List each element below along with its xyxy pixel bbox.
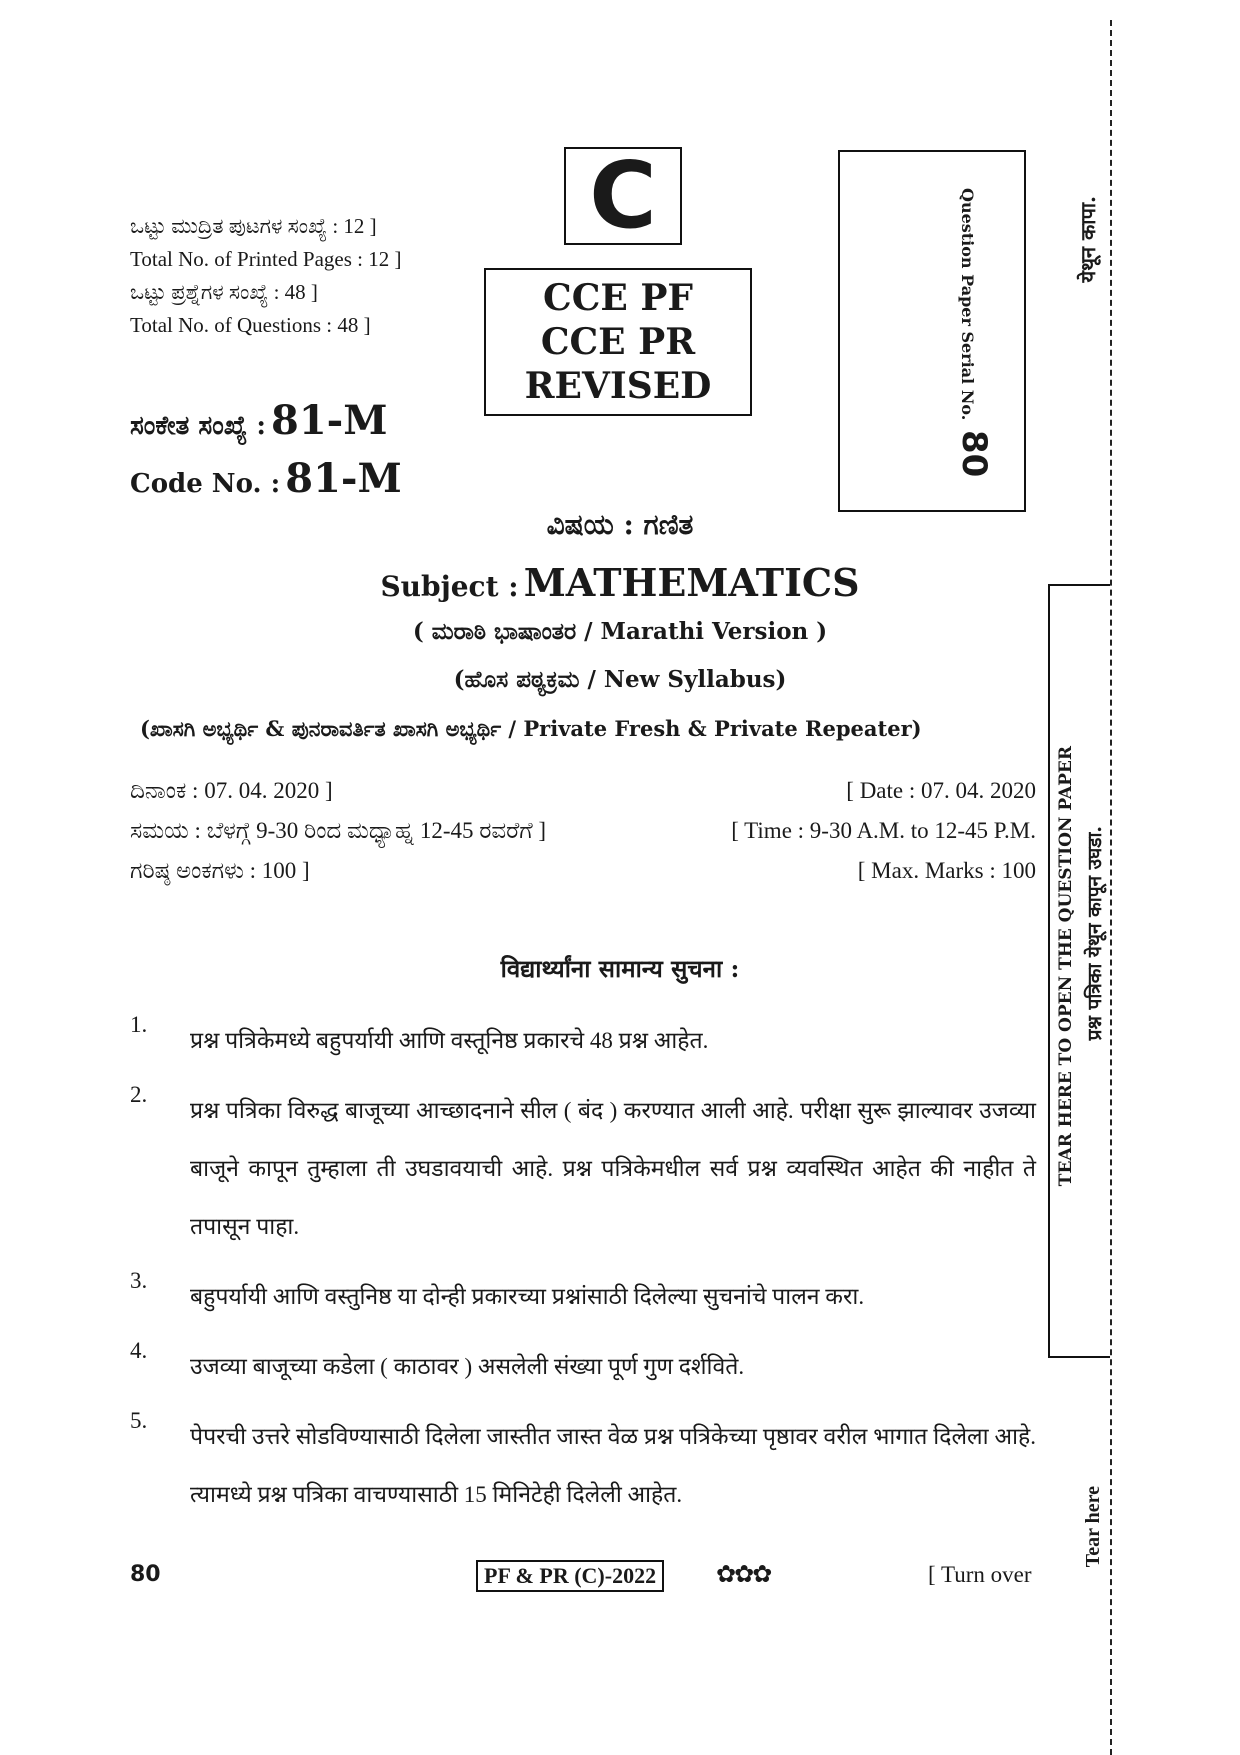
serial-value: 80 [954, 430, 994, 478]
instruction-item [130, 1408, 1036, 1524]
en-date: [ Date : 07. 04. 2020 [846, 778, 1036, 803]
instruction-text: पेपरची उत्तरे सोडविण्यासाठी दिलेला जास्तीत जास्त वेळ प्रश्न पत्रिकेच्या पृष्ठावर वरील भागात दिलेला आहे. त्यामध्ये प्रश्न पत्रिका वाचण्यासाठी 15 मिनिटेही दिलेली आहेत. [190, 1424, 1036, 1507]
tear-english-text: TEAR HERE TO OPEN THE QUESTION PAPER [1056, 746, 1076, 1187]
header-left [130, 210, 402, 342]
time-row [130, 818, 1036, 844]
exam-type-line-3: REVISED [524, 365, 712, 407]
subject-label: Subject : [380, 570, 519, 603]
instruction-number: 2. [130, 1082, 148, 1107]
en-code-label: Code No. : [130, 469, 281, 499]
instruction-text: प्रश्न पत्रिका विरुद्ध बाजूच्या आच्छादनाने सील ( बंद ) करण्यात आली आहे. परीक्षा सुरू झाल्यावर उजव्या बाजूने कापून तुम्हाला ती उघडावयाची आहे. प्रश्न पत्रिकेमधील सर्व प्रश्न व्यवस्थित आहेत की नाहीत ते तपासून पाहा. [190, 1098, 1036, 1239]
serial-label: Question Paper Serial No. [958, 188, 977, 421]
instruction-item [130, 1082, 1036, 1256]
tear-instruction-box [1048, 584, 1110, 1358]
en-code-value: 81-M [285, 455, 402, 502]
instruction-number: 4. [130, 1338, 148, 1363]
footer-turn-over: [ Turn over [928, 1562, 1032, 1587]
instruction-item [130, 1012, 1036, 1070]
instruction-number: 5. [130, 1408, 148, 1433]
kn-code-label: ಸಂಕೇತ ಸಂಖ್ಯೆ : [130, 411, 266, 441]
candidates-line: (ಖಾಸಗಿ ಅಭ್ಯರ್ಥಿ & ಪುನರಾವರ್ತಿತ ಖಾಸಗಿ ಅಭ್ಯರ್ಥಿ / Private Fresh & Private Repeater) [140, 716, 922, 741]
kn-time: ಸಮಯ : ಬೆಳಗ್ಗೆ 9-30 ರಿಂದ ಮಧ್ಯಾಹ್ನ 12-45 ರವರೆಗೆ ] [130, 818, 547, 843]
instruction-item [130, 1268, 1036, 1326]
kn-total-pages: ಒಟ್ಟು ಮುದ್ರಿತ ಪುಟಗಳ ಸಂಖ್ಯೆ : 12 ] [130, 214, 377, 238]
date-row [130, 778, 1036, 804]
en-total-questions: Total No. of Questions : 48 ] [130, 313, 371, 337]
instructions-list [130, 1012, 1036, 1524]
tear-here-label: Tear here [1082, 1486, 1104, 1568]
en-max-marks: [ Max. Marks : 100 [857, 858, 1036, 883]
instruction-item [130, 1338, 1036, 1396]
footer-paper-code: PF & PR (C)-2022 [476, 1560, 664, 1592]
syllabus-line: (ಹೊಸ ಪಠ್ಯಕ್ರಮ / New Syllabus) [453, 666, 787, 693]
en-time: [ Time : 9-30 A.M. to 12-45 P.M. [731, 818, 1036, 843]
subject-kannada: ವಿಷಯ : ಗಣಿತ [546, 508, 694, 541]
code-block [130, 396, 402, 512]
instruction-text: उजव्या बाजूच्या कडेला ( काठावर ) असलेली संख्या पूर्ण गुण दर्शविते. [190, 1354, 745, 1379]
footer-ornament-icon: ✿✿✿ [716, 1560, 771, 1588]
exam-type-line-2: CCE PR [540, 321, 696, 363]
kn-code-value: 81-M [271, 397, 388, 444]
subject-value: MATHEMATICS [523, 560, 860, 605]
tear-marathi-top: येथून कापा. [1076, 196, 1100, 283]
instructions-heading: विद्यार्थ्यांना सामान्य सुचना : [500, 954, 740, 983]
kn-date: ದಿನಾಂಕ : 07. 04. 2020 ] [130, 778, 333, 803]
instruction-number: 1. [130, 1012, 148, 1037]
instruction-text: बहुपर्यायी आणि वस्तुनिष्ठ या दोन्ही प्रकारच्या प्रश्नांसाठी दिलेल्या सुचनांचे पालन करा. [190, 1284, 865, 1309]
kn-total-questions: ಒಟ್ಟು ಪ್ರಶ್ನೆಗಳ ಸಂಖ್ಯೆ : 48 ] [130, 280, 318, 304]
instruction-number: 3. [130, 1268, 148, 1293]
footer-page-number: 80 [130, 1562, 161, 1587]
version-line: ( ಮರಾಠಿ ಭಾಷಾಂತರ / Marathi Version ) [412, 618, 828, 645]
exam-type-box [484, 268, 752, 416]
version-letter-box [564, 142, 682, 249]
exam-type-line-1: CCE PF [543, 277, 693, 319]
marks-row [130, 858, 1036, 884]
tear-marathi-text: प्रश्न पत्रिका येथून कापून उघडा. [1084, 826, 1106, 1041]
tear-dashed-line [1110, 20, 1112, 1755]
serial-number-box [838, 150, 1026, 512]
en-total-pages: Total No. of Printed Pages : 12 ] [130, 247, 402, 271]
kn-max-marks: ಗರಿಷ್ಠ ಅಂಕಗಳು : 100 ] [130, 858, 310, 883]
version-letter: C [589, 142, 657, 249]
instruction-text: प्रश्न पत्रिकेमध्ये बहुपर्यायी आणि वस्तूनिष्ठ प्रकारचे 48 प्रश्न आहेत. [190, 1028, 709, 1053]
